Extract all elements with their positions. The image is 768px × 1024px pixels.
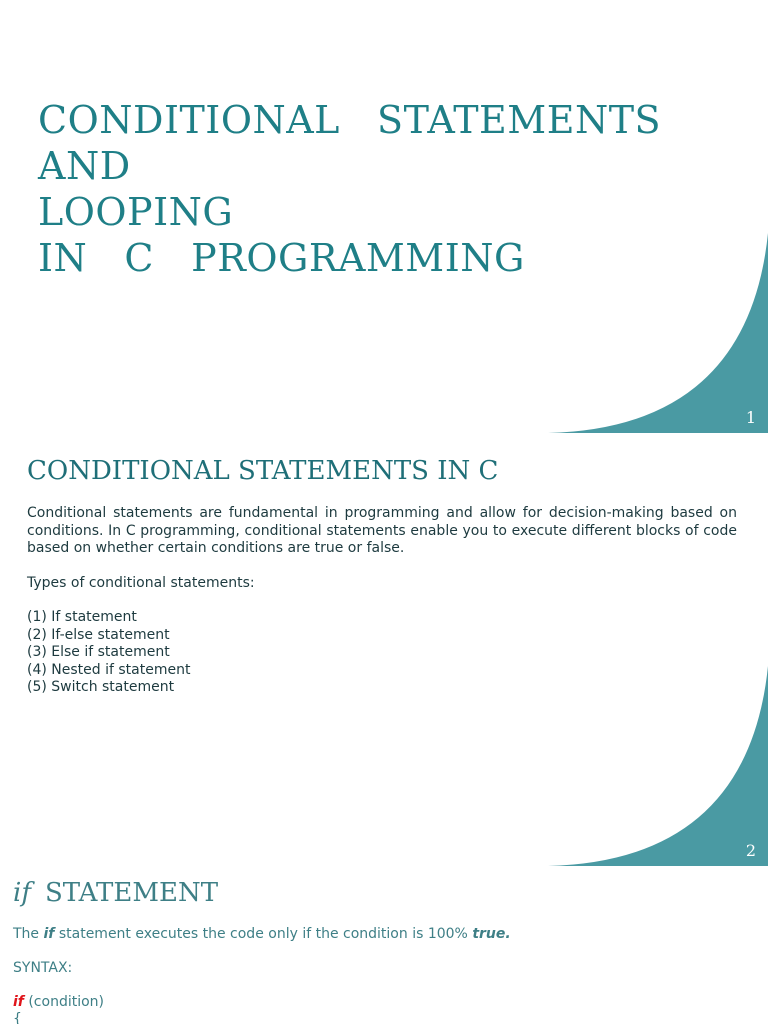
intro-paragraph: Conditional statements are fundamental in programming and allow for decision-making based on conditions. In C programming, conditional statements enable you to execute different blocks of code based on whether certain conditions are true or false. xyxy=(27,505,737,556)
slide-1 xyxy=(0,0,768,433)
list-item: (3) Else if statement xyxy=(27,644,170,660)
code-line-if xyxy=(13,994,753,1011)
title-line-3: LOOPING xyxy=(38,190,234,234)
intro-keyword: if xyxy=(43,926,55,942)
code-keyword: if xyxy=(13,994,24,1010)
code-line-brace: { xyxy=(13,1011,22,1024)
slide-heading: CONDITIONAL STATEMENTS IN C xyxy=(27,456,499,486)
intro-sentence xyxy=(13,926,753,943)
heading-text: STATEMENT xyxy=(44,878,219,908)
list-item: (2) If-else statement xyxy=(27,626,170,643)
code-condition: (condition) xyxy=(23,994,104,1010)
intro-emphasis: true. xyxy=(472,926,511,942)
list-item: (1) If statement xyxy=(27,609,137,625)
list-item: (4) Nested if statement xyxy=(27,661,191,678)
slide-number: 1 xyxy=(745,408,756,427)
intro-middle: statement executes the code only if the condition is 100% xyxy=(54,926,473,942)
intro-before: The xyxy=(13,926,44,942)
syntax-label: SYNTAX: xyxy=(13,960,73,976)
slide-2 xyxy=(0,433,768,866)
heading-keyword: if xyxy=(13,878,31,908)
slide-3 xyxy=(0,866,768,1024)
title-line-1: CONDITIONAL STATEMENTS xyxy=(38,98,662,142)
slide-body xyxy=(13,926,753,1024)
list-item: (5) Switch statement xyxy=(27,679,175,695)
corner-decoration-shape xyxy=(548,233,768,433)
slide-number: 2 xyxy=(745,841,756,860)
corner-decoration-shape xyxy=(548,666,768,866)
slide-heading xyxy=(13,878,218,908)
title-line-2: AND xyxy=(38,144,131,188)
title-line-4: IN C PROGRAMMING xyxy=(38,236,525,280)
types-label: Types of conditional statements: xyxy=(27,574,255,591)
